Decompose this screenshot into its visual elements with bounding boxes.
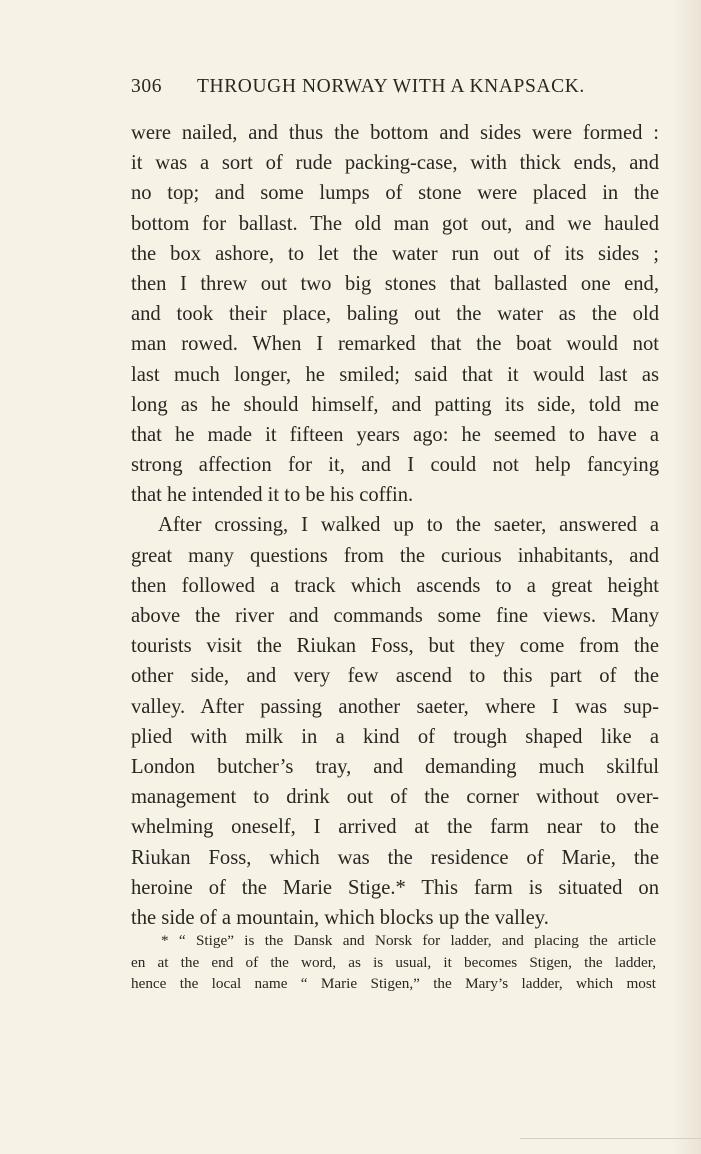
text-line: last much longer, he smiled; said that it would last as xyxy=(131,363,659,386)
text-line: Riukan Foss, which was the residence of Marie, the xyxy=(131,846,659,869)
text-line: great many questions from the curious inhabitants, and xyxy=(131,544,659,567)
text-line: management to drink out of the corner without over- xyxy=(131,786,659,809)
text-line: strong affection for it, and I could not help fancying xyxy=(131,454,659,477)
paragraph-start-line: After crossing, I walked up to the saeter, answered a xyxy=(158,514,659,537)
footnote-line: en at the end of the word, as is usual, it becomes Stigen, the ladder, xyxy=(131,953,656,971)
running-title: THROUGH NORWAY WITH A KNAPSACK. xyxy=(197,76,585,97)
text-line: valley. After passing another saeter, where I was sup- xyxy=(131,695,659,718)
footnote-line: * “ Stige” is the Dansk and Norsk for ladder, and placing the article xyxy=(161,932,656,949)
text-line: other side, and very few ascend to this part of the xyxy=(131,665,659,688)
text-line: heroine of the Marie Stige.* This farm is situated on xyxy=(131,876,659,899)
page-header xyxy=(131,76,661,104)
text-line: the box ashore, to let the water run out of its sides ; xyxy=(131,242,659,265)
text-line: it was a sort of rude packing-case, with thick ends, and xyxy=(131,152,659,175)
text-line: that he made it fifteen years ago: he seemed to have a xyxy=(131,423,659,446)
paragraph-end-line: that he intended it to be his coffin. xyxy=(131,484,414,507)
text-line: London butcher’s tray, and demanding much skilful xyxy=(131,755,659,778)
text-line: and took their place, baling out the water as the old xyxy=(131,303,659,326)
footnote xyxy=(131,930,656,995)
page-number: 306 xyxy=(131,76,163,97)
page-edge-rule xyxy=(520,1138,701,1139)
footnote-line: hence the local name “ Marie Stigen,” the Mary’s ladder, which most xyxy=(131,975,656,992)
text-line: man rowed. When I remarked that the boat would not xyxy=(131,333,659,356)
text-line: above the river and commands some fine views. Many xyxy=(131,605,659,627)
text-line: no top; and some lumps of stone were placed in the xyxy=(131,182,659,205)
text-line: then I threw out two big stones that ballasted one end, xyxy=(131,272,659,295)
text-line: whelming oneself, I arrived at the farm near to the xyxy=(131,816,659,839)
paragraph-end-line: the side of a mountain, which blocks up the valley. xyxy=(131,906,549,929)
text-line: bottom for ballast. The old man got out, and we hauled xyxy=(131,212,659,235)
text-line: then followed a track which ascends to a great height xyxy=(131,574,659,597)
text-line: plied with milk in a kind of trough shaped like a xyxy=(131,725,659,748)
text-line: were nailed, and thus the bottom and sides were formed : xyxy=(131,122,659,144)
text-line: long as he should himself, and patting its side, told me xyxy=(131,393,659,416)
text-line: tourists visit the Riukan Foss, but they come from the xyxy=(131,635,659,658)
body-text xyxy=(131,118,659,933)
